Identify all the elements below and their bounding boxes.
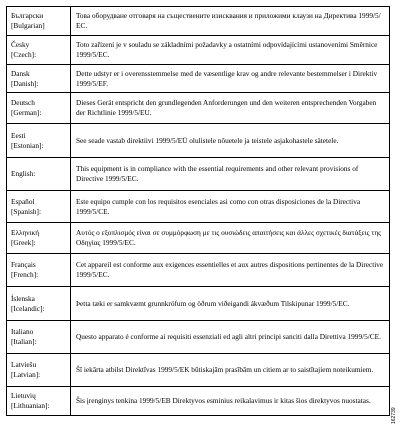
- language-name: Lietuvių: [11, 391, 36, 400]
- language-cell: [7, 158, 71, 191]
- language-cell: [7, 7, 71, 36]
- table-row: [7, 321, 390, 354]
- statement-cell: Αυτός ο εξοπλισμός είναι σε συμμόρφωση με τις ουσιώδεις απαιτήσεις και άλλες σχετικές διατάξεις της Οδηγίας 1999/5/EC.: [71, 223, 390, 254]
- table-row: [7, 254, 390, 287]
- language-cell: [7, 321, 71, 354]
- statement-cell: Toto zařízení je v souladu se základními požadavky a ostatními odpovídajícími ustanoveními Směrnice 1999/5/EC.: [71, 36, 390, 65]
- table-row: [7, 158, 390, 191]
- language-name: Français: [11, 260, 36, 269]
- statement-cell: Šī iekārta atbilst Direktīvas 1999/5/EK būtiskajām prasībām un citiem ar to saistītajiem noteikumiem.: [71, 354, 390, 387]
- statement-cell: Dieses Gerät entspricht den grundlegenden Anforderungen und den weiteren entsprechenden Vorgaben der Richtlinie 1999/5/EU.: [71, 93, 390, 124]
- language-cell: [7, 93, 71, 124]
- language-name: Latviešu: [11, 360, 37, 369]
- language-code: [Latvian]:: [11, 370, 41, 379]
- language-name: Eesti: [11, 130, 26, 140]
- table-row: [7, 287, 390, 321]
- statement-cell: Šis įrenginys tenkina 1999/5/EB Direktyvos esminius reikalavimus ir kitas šios direktyvos nuostatas.: [71, 387, 390, 416]
- language-name: Български: [11, 11, 44, 20]
- table-row: [7, 7, 390, 36]
- language-name: English:: [11, 169, 36, 178]
- statement-cell: Това оборудване отговаря на съществените изисквания и приложими клаузи на Директива 1999/5/ЕС.: [71, 7, 390, 36]
- language-cell: [7, 124, 71, 158]
- language-name: Deutsch: [11, 98, 35, 107]
- table-row: [7, 36, 390, 65]
- language-cell: [7, 387, 71, 416]
- statement-cell: Questo apparato é conforme ai requisiti essenziali ed agli altri principi sanciti dalla Direttiva 1999/5/CE.: [71, 321, 390, 354]
- table-row: [7, 65, 390, 93]
- language-cell: [7, 36, 71, 65]
- statement-cell: Este equipo cumple con los requisitos esenciales asi como con otras disposiciones de la Directiva 1999/5/CE.: [71, 191, 390, 223]
- language-cell: [7, 191, 71, 223]
- language-code: [Estonian]:: [11, 140, 44, 150]
- language-name: Dansk: [11, 68, 30, 78]
- document-code: [391, 400, 401, 428]
- declaration-table: [6, 6, 390, 416]
- language-cell: [7, 354, 71, 387]
- language-code: [Danish]:: [11, 78, 39, 88]
- language-cell: [7, 287, 71, 321]
- language-code: [Bulgarian]: [11, 21, 45, 30]
- language-name: Español: [11, 196, 35, 206]
- language-code: [French]:: [11, 270, 39, 279]
- statement-cell: See seade vastab direktiivi 1999/5/EÜ olulistele nõuetele ja teistele asjakohastele sätetele.: [71, 124, 390, 158]
- statement-cell: This equipment is in compliance with the essential requirements and other relevant provisions of Directive 1999/5/EC.: [71, 158, 390, 191]
- table-row: [7, 354, 390, 387]
- table-row: [7, 93, 390, 124]
- language-code: [Czech]:: [11, 50, 37, 59]
- language-cell: [7, 254, 71, 287]
- language-code: [Italian]:: [11, 337, 37, 346]
- language-name: Česky: [11, 40, 30, 49]
- language-name: Italiano: [11, 327, 34, 336]
- statement-cell: Cet appareil est conforme aux exigences essentielles et aux autres dispositions pertinentes de la Directive 1999/5/EC.: [71, 254, 390, 287]
- language-code: [Greek]:: [11, 238, 36, 247]
- language-code: [Spanish]:: [11, 206, 41, 216]
- statement-cell: Dette udstyr er i overensstemmelse med de væsentlige krav og andre relevante bestemmelser i Direktiv 1999/5/EF.: [71, 65, 390, 93]
- statement-cell: Þetta tæki er samkvæmt grunnkröfum og öðrum viðeigandi ákvæðum Tilskipunar 1999/5/EC.: [71, 287, 390, 321]
- table-row: [7, 191, 390, 223]
- table-row: [7, 223, 390, 254]
- language-name: Ελληνική: [11, 228, 40, 237]
- language-code: [Lithuanian]:: [11, 401, 50, 410]
- table-row: [7, 124, 390, 158]
- table-row: [7, 387, 390, 416]
- language-cell: [7, 223, 71, 254]
- language-cell: [7, 65, 71, 93]
- language-name: Íslenska: [11, 293, 35, 303]
- language-code: [Icelandic]:: [11, 303, 45, 313]
- document-code-text: 162739: [391, 407, 397, 424]
- language-code: [German]:: [11, 108, 42, 117]
- declaration-rows: [7, 7, 390, 416]
